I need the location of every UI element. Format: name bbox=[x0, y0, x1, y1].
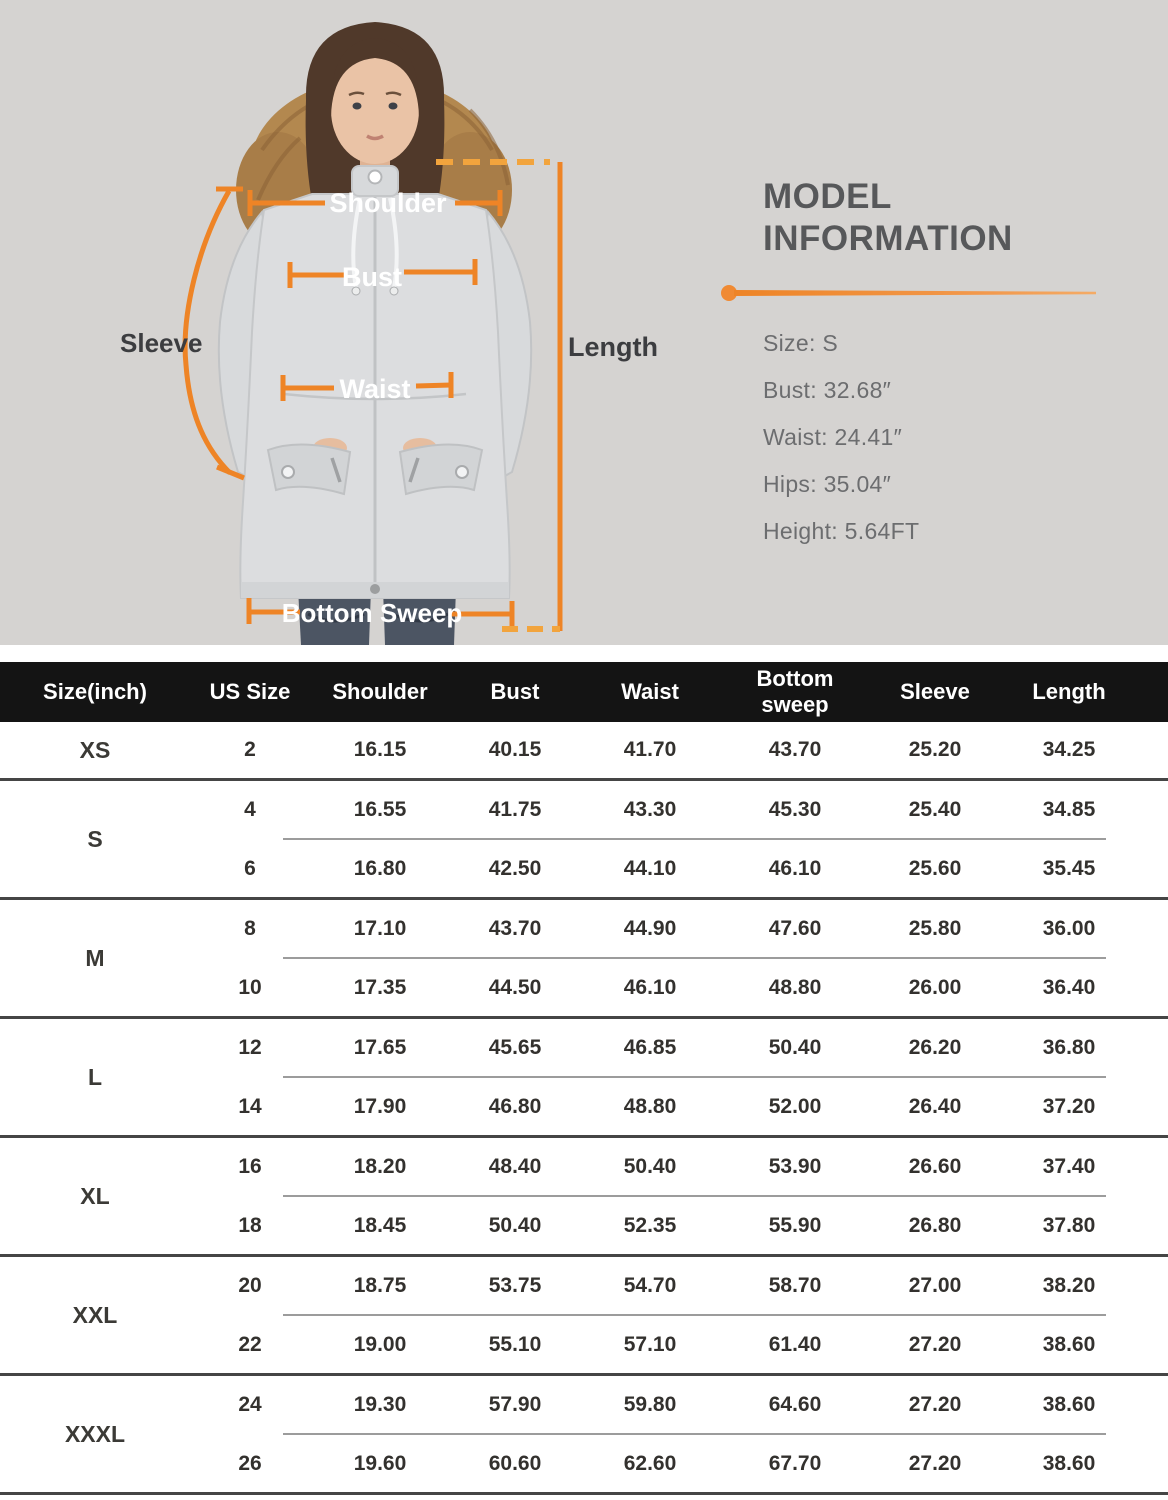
table-cell: 50.40 bbox=[488, 1213, 542, 1237]
table-cell: 26 bbox=[238, 1451, 262, 1475]
table-cell: 48.80 bbox=[768, 975, 822, 999]
table-cell: 45.65 bbox=[488, 1035, 542, 1059]
table-cell: 35.45 bbox=[1042, 856, 1096, 880]
spec-size: Size: S bbox=[763, 330, 838, 356]
table-cell: 38.60 bbox=[1042, 1392, 1096, 1416]
table-cell: 24 bbox=[238, 1392, 262, 1416]
table-cell: 46.10 bbox=[623, 975, 677, 999]
table-cell: 17.90 bbox=[353, 1094, 407, 1118]
collar-snap bbox=[369, 171, 382, 184]
size-group-l bbox=[0, 1016, 1168, 1135]
size-group-xxxl bbox=[0, 1373, 1168, 1492]
table-cell: 41.70 bbox=[623, 738, 677, 761]
right-pocket bbox=[400, 444, 482, 494]
table-cell: 46.85 bbox=[623, 1035, 677, 1059]
table-row bbox=[190, 900, 1168, 957]
table-cell: 37.40 bbox=[1042, 1154, 1096, 1178]
table-cell: 8 bbox=[244, 916, 256, 940]
size-group-label: XXXL bbox=[64, 1420, 126, 1447]
table-row bbox=[190, 781, 1168, 838]
table-cell: 18.20 bbox=[353, 1154, 407, 1178]
table-cell: 57.90 bbox=[488, 1392, 542, 1416]
table-cell: 54.70 bbox=[623, 1273, 677, 1297]
size-table-header bbox=[0, 662, 1168, 722]
table-cell: 25.20 bbox=[908, 738, 962, 761]
size-group-m bbox=[0, 897, 1168, 1016]
table-cell: 44.50 bbox=[488, 975, 542, 999]
size-group-label: XL bbox=[80, 1182, 110, 1209]
table-cell: 26.00 bbox=[908, 975, 962, 999]
col-header-bust: Bust bbox=[490, 679, 540, 704]
table-cell: 37.20 bbox=[1042, 1094, 1096, 1118]
table-cell: 40.15 bbox=[488, 738, 542, 761]
table-cell: 53.75 bbox=[488, 1273, 542, 1297]
table-cell: 25.80 bbox=[908, 916, 962, 940]
table-row bbox=[190, 1316, 1168, 1373]
shoulder-label: Shoulder bbox=[329, 188, 447, 218]
table-cell: 22 bbox=[238, 1332, 262, 1356]
table-cell: 26.20 bbox=[908, 1035, 962, 1059]
table-cell: 25.40 bbox=[908, 797, 962, 821]
table-cell: 38.60 bbox=[1042, 1332, 1096, 1356]
size-group-label: S bbox=[87, 825, 103, 852]
table-cell: 17.10 bbox=[353, 916, 407, 940]
table-row bbox=[190, 1435, 1168, 1492]
table-cell: 50.40 bbox=[623, 1154, 677, 1178]
table-cell: 34.25 bbox=[1042, 738, 1096, 761]
table-cell: 43.30 bbox=[623, 797, 677, 821]
spec-bust: Bust: 32.68″ bbox=[763, 377, 892, 403]
table-cell: 38.60 bbox=[1042, 1451, 1096, 1475]
table-cell: 12 bbox=[238, 1035, 262, 1059]
col-header-sleeve: Sleeve bbox=[900, 679, 970, 704]
table-cell: 20 bbox=[238, 1273, 262, 1297]
table-cell: 36.80 bbox=[1042, 1035, 1096, 1059]
table-cell: 60.60 bbox=[488, 1451, 542, 1475]
size-group-label: L bbox=[87, 1063, 103, 1090]
sleeve-label: Sleeve bbox=[120, 328, 203, 358]
table-cell: 27.20 bbox=[908, 1332, 962, 1356]
size-group-xl bbox=[0, 1135, 1168, 1254]
table-cell: 18 bbox=[238, 1213, 262, 1237]
table-cell: 59.80 bbox=[623, 1392, 677, 1416]
table-cell: 48.80 bbox=[623, 1094, 677, 1118]
table-cell: 47.60 bbox=[768, 916, 822, 940]
table-cell: 27.20 bbox=[908, 1451, 962, 1475]
table-cell: 36.00 bbox=[1042, 916, 1096, 940]
table-cell: 17.35 bbox=[353, 975, 407, 999]
table-cell: 52.35 bbox=[623, 1213, 677, 1237]
table-cell: 52.00 bbox=[768, 1094, 822, 1118]
table-cell: 41.75 bbox=[488, 797, 542, 821]
left-pocket bbox=[268, 444, 350, 494]
table-cell: 6 bbox=[244, 856, 256, 880]
size-group-label: XXL bbox=[72, 1301, 118, 1328]
accent-divider bbox=[721, 284, 1123, 302]
table-cell: 50.40 bbox=[768, 1035, 822, 1059]
section-gap bbox=[0, 645, 1168, 662]
table-cell: 45.30 bbox=[768, 797, 822, 821]
size-group-s bbox=[0, 778, 1168, 897]
table-cell: 19.30 bbox=[353, 1392, 407, 1416]
table-cell: 37.80 bbox=[1042, 1213, 1096, 1237]
size-group-label: XS bbox=[79, 736, 111, 763]
table-cell: 4 bbox=[244, 797, 256, 821]
accent-line bbox=[734, 290, 1096, 296]
size-group-xxl bbox=[0, 1254, 1168, 1373]
table-cell: 48.40 bbox=[488, 1154, 542, 1178]
table-row bbox=[190, 1257, 1168, 1314]
model-specs-list bbox=[763, 330, 1123, 545]
col-header-bottom-sweep: Bottom sweep bbox=[756, 666, 834, 717]
spec-hips: Hips: 35.04″ bbox=[763, 471, 892, 497]
table-cell: 19.00 bbox=[353, 1332, 407, 1356]
table-cell: 42.50 bbox=[488, 856, 542, 880]
table-cell: 44.90 bbox=[623, 916, 677, 940]
table-cell: 62.60 bbox=[623, 1451, 677, 1475]
table-row bbox=[190, 1019, 1168, 1076]
table-cell: 26.60 bbox=[908, 1154, 962, 1178]
table-cell: 36.40 bbox=[1042, 975, 1096, 999]
table-cell: 16 bbox=[238, 1154, 262, 1178]
spec-height: Height: 5.64FT bbox=[763, 518, 920, 544]
table-cell: 10 bbox=[238, 975, 262, 999]
col-header-waist: Waist bbox=[621, 679, 679, 704]
table-cell: 16.15 bbox=[353, 738, 407, 761]
table-cell: 43.70 bbox=[768, 738, 822, 761]
table-cell: 53.90 bbox=[768, 1154, 822, 1178]
waist-label: Waist bbox=[339, 374, 411, 404]
table-cell: 16.55 bbox=[353, 797, 407, 821]
spec-waist: Waist: 24.41″ bbox=[763, 424, 903, 450]
size-group-xs bbox=[0, 722, 1168, 778]
table-row bbox=[190, 840, 1168, 897]
table-cell: 43.70 bbox=[488, 916, 542, 940]
table-cell: 46.80 bbox=[488, 1094, 542, 1118]
table-row bbox=[190, 722, 1168, 778]
table-cell: 38.20 bbox=[1042, 1273, 1096, 1297]
table-cell: 46.10 bbox=[768, 856, 822, 880]
table-cell: 57.10 bbox=[623, 1332, 677, 1356]
table-cell: 34.85 bbox=[1042, 797, 1096, 821]
bottom-sweep-label: Bottom Sweep bbox=[281, 598, 463, 628]
size-group-label: M bbox=[85, 944, 105, 971]
size-guide-hero bbox=[0, 0, 1168, 645]
table-cell: 67.70 bbox=[768, 1451, 822, 1475]
table-cell: 14 bbox=[238, 1094, 262, 1118]
col-header-size: Size(inch) bbox=[43, 679, 147, 704]
model-info-title: MODEL INFORMATION bbox=[763, 177, 1013, 258]
table-cell: 64.60 bbox=[768, 1392, 822, 1416]
table-cell: 55.90 bbox=[768, 1213, 822, 1237]
table-cell: 61.40 bbox=[768, 1332, 822, 1356]
col-header-us-size: US Size bbox=[209, 679, 291, 704]
table-row bbox=[190, 959, 1168, 1016]
table-cell: 55.10 bbox=[488, 1332, 542, 1356]
table-cell: 18.45 bbox=[353, 1213, 407, 1237]
size-table-body bbox=[0, 722, 1168, 1495]
table-cell: 19.60 bbox=[353, 1451, 407, 1475]
length-label: Length bbox=[568, 332, 658, 362]
table-cell: 44.10 bbox=[623, 856, 677, 880]
table-cell: 17.65 bbox=[353, 1035, 407, 1059]
table-cell: 58.70 bbox=[768, 1273, 822, 1297]
col-header-length: Length bbox=[1032, 679, 1106, 704]
table-cell: 2 bbox=[244, 738, 256, 761]
table-cell: 18.75 bbox=[353, 1273, 407, 1297]
table-cell: 27.00 bbox=[908, 1273, 962, 1297]
col-header-shoulder: Shoulder bbox=[332, 679, 428, 704]
table-cell: 16.80 bbox=[353, 856, 407, 880]
bust-label: Bust bbox=[342, 262, 402, 292]
model-information-panel bbox=[763, 176, 1123, 565]
table-row bbox=[190, 1376, 1168, 1433]
table-cell: 27.20 bbox=[908, 1392, 962, 1416]
table-cell: 26.40 bbox=[908, 1094, 962, 1118]
table-row bbox=[190, 1197, 1168, 1254]
table-row bbox=[190, 1138, 1168, 1195]
right-eye bbox=[389, 103, 398, 110]
left-eye bbox=[353, 103, 362, 110]
table-row bbox=[190, 1078, 1168, 1135]
table-cell: 25.60 bbox=[908, 856, 962, 880]
table-cell: 26.80 bbox=[908, 1213, 962, 1237]
